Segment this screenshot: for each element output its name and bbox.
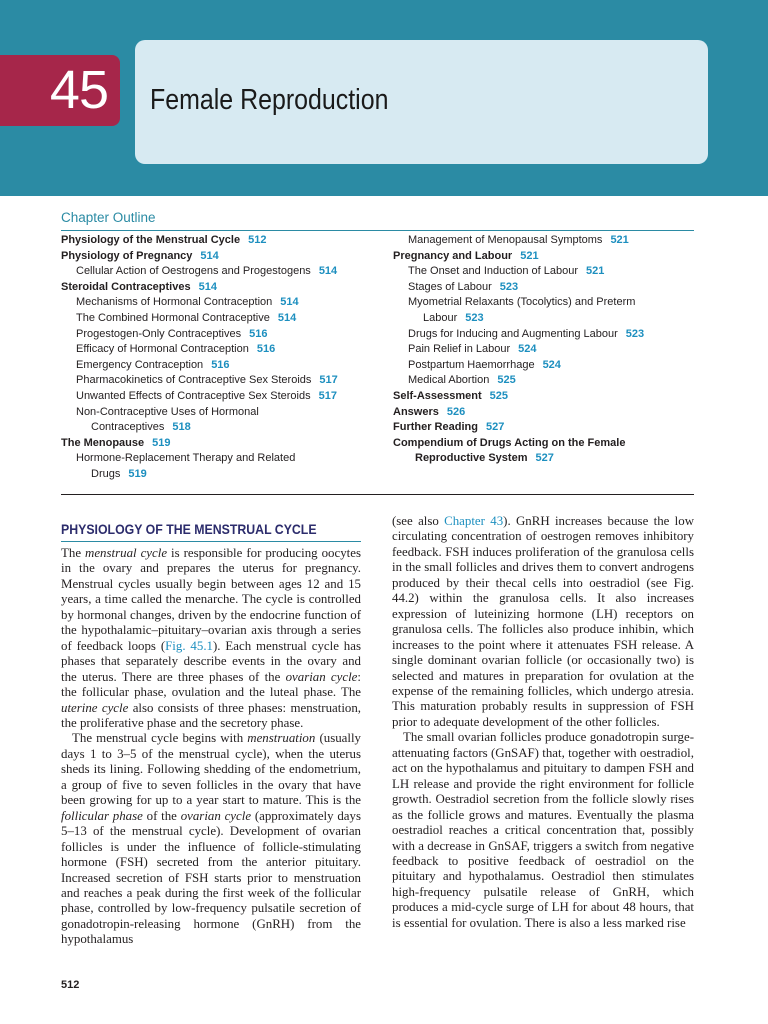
outline-entry-page: 519 — [152, 436, 171, 449]
outline-entry-title: Stages of Labour — [408, 280, 492, 293]
italic-term: uterine cycle — [61, 700, 129, 715]
outline-entry[interactable] — [393, 264, 698, 280]
italic-term: menstrual cycle — [85, 546, 168, 560]
outline-entry-title: Drugs — [91, 467, 121, 480]
outline-entry-page: 516 — [211, 358, 230, 371]
outline-entry-title: Compendium of Drugs Acting on the Female — [393, 436, 626, 449]
outline-entry-page: 521 — [610, 234, 629, 246]
outline-entry[interactable] — [393, 233, 698, 249]
outline-entry[interactable] — [61, 405, 386, 421]
page-number: 512 — [61, 979, 80, 991]
cross-reference-link[interactable]: Fig. 45.1 — [165, 638, 213, 653]
italic-term: ovarian cycle — [285, 669, 358, 684]
outline-entry-title: Non-Contraceptive Uses of Hormonal — [76, 405, 259, 418]
outline-entry[interactable] — [393, 389, 698, 405]
outline-entry[interactable] — [61, 311, 386, 327]
outline-entry-title: Answers — [393, 405, 439, 418]
outline-entry-page: 527 — [485, 421, 505, 434]
outline-entry[interactable] — [61, 233, 386, 249]
outline-entry-page: 523 — [465, 311, 484, 324]
outline-entry-title: Emergency Contraception — [76, 358, 204, 371]
outline-entry[interactable] — [393, 327, 698, 343]
outline-entry-title: Pregnancy and Labour — [393, 249, 513, 262]
outline-entry[interactable] — [61, 264, 386, 280]
body-column-right — [392, 514, 694, 931]
italic-term: follicular phase — [61, 808, 143, 823]
text-run: (usually days 1 to 3–5 of the menstrual cycle), when the uterus sheds its lining. Following shedding of the endometrium, a group of five to seven follicles in the ovary that have been growing for up to a year start to mature. This is the — [61, 731, 361, 808]
italic-term: menstruation — [247, 731, 316, 746]
section-heading: PHYSIOLOGY OF THE MENSTRUAL CYCLE — [61, 521, 317, 537]
outline-entry-title: Physiology of Pregnancy — [61, 249, 193, 262]
outline-entry-title: Pharmacokinetics of Contraceptive Sex Steroids — [76, 374, 312, 387]
body-paragraph — [392, 730, 694, 931]
outline-entry-page: 512 — [248, 234, 267, 246]
outline-entry-page: 521 — [586, 265, 605, 278]
outline-entry-page: 525 — [497, 374, 516, 387]
outline-entry-page: 521 — [520, 249, 539, 262]
outline-entry-title: The Onset and Induction of Labour — [408, 265, 579, 278]
outline-entry-title: Hormone-Replacement Therapy and Related — [76, 452, 296, 465]
text-run: ). Each menstrual cycle has phases that separately describe events in the ovary and the uterus. There are three phases of the — [61, 638, 361, 684]
body-paragraph — [61, 731, 361, 947]
outline-entry[interactable] — [393, 280, 698, 296]
outline-entry-page: 517 — [319, 374, 338, 387]
outline-entry-page: 519 — [128, 467, 147, 480]
outline-divider — [61, 230, 694, 231]
outline-entry[interactable] — [393, 249, 698, 265]
outline-entry[interactable] — [61, 358, 386, 374]
chapter-number-badge — [0, 55, 120, 126]
chapter-number: 45 — [49, 60, 108, 120]
outline-entry[interactable] — [393, 405, 698, 421]
text-run: The — [61, 546, 86, 560]
outline-right-column — [393, 233, 698, 467]
text-run: The small ovarian follicles produce gonadotropin surge-attenuating factors (GnSAF) that, together with oestradiol, act on the hypothalamus and pituitary to dampen FSH and LH release and provide the right environment for follicle growth. Oestradiol secretion from the follicle slowly rises as the follicle grows and matures. Eventually the plasma oestradiol reaches a critical concentration that, possibly with a decrease in GnSAF, triggers a switch from negative feedback to positive feedback of oestradiol on the pituitary and hypothalamus. Oestradiol then stimulates high-frequency pulsatile release of GnRH, which produces a mid-cycle surge of LH for about 48 hours, that is essential for ovulation. There is also a less marked rise — [392, 730, 694, 930]
text-run: of the — [142, 808, 181, 823]
chapter-title: Female Reproduction — [150, 84, 389, 116]
outline-entry[interactable] — [393, 342, 698, 358]
text-run: ). GnRH increases because the low circulating concentration of oestrogen removes inhibitory feedback. FSH induces proliferation of the granulosa cells in the small follicles and drives them to convert androgens produced by their thecal cells into oestradiol (see Fig. 44.2) within the granulosa cells. It also increases expression of luteinizing hormone (LH) receptors on granulosa cells. The follicles also produce inhibin, which increases to the point where it attenuates FSH release. A single dominant ovarian follicle (or occasionally two) is selected and matures in preparation for ovulation at the expense of the remaining follicles, which undergo atresia. This maturation probably results in suppression of FSH prior to adequate development of the other follicles. — [392, 514, 695, 729]
outline-entry[interactable] — [393, 420, 698, 436]
text-run: : the follicular phase, ovulation and the luteal phase. The — [61, 669, 361, 700]
outline-entry-title: Labour — [423, 311, 458, 324]
outline-entry-title: Management of Menopausal Symptoms — [408, 234, 603, 246]
outline-left-column — [61, 233, 386, 483]
outline-entry-page: 524 — [518, 343, 537, 356]
outline-entry-title: Contraceptives — [91, 421, 165, 434]
outline-entry-title: Unwanted Effects of Contraceptive Sex Steroids — [76, 389, 311, 402]
outline-entry[interactable] — [61, 249, 386, 265]
outline-entry-title: Postpartum Haemorrhage — [408, 358, 535, 371]
outline-entry[interactable] — [61, 327, 386, 343]
outline-entry-page: 516 — [249, 327, 268, 340]
text-run: (see also — [392, 514, 445, 528]
outline-entry-title: Myometrial Relaxants (Tocolytics) and Preterm — [408, 296, 636, 309]
outline-entry-page: 526 — [446, 405, 466, 418]
cross-reference-link[interactable]: Chapter 43 — [444, 514, 504, 528]
outline-entry[interactable] — [61, 295, 386, 311]
outline-entry-title: The Combined Hormonal Contraceptive — [76, 311, 270, 324]
body-column-left — [61, 546, 361, 948]
outline-entry-title: The Menopause — [61, 436, 145, 449]
outline-entry-title: Mechanisms of Hormonal Contraception — [76, 296, 273, 309]
text-run: is responsible for producing oocytes in the ovary and prepares the uterus for pregnancy. Menstrual cycles usually begin between ages 12 and 15 years, a time called the menarche. The cycle is controlled by hormonal changes, driven by the endocrine function of the hypothalamic–pituitary–ovarian axis through a series of feedback loops ( — [61, 546, 361, 653]
outline-entry-page: 514 — [198, 280, 217, 293]
outline-entry[interactable] — [61, 342, 386, 358]
body-paragraph — [392, 514, 694, 730]
outline-entry[interactable] — [393, 436, 698, 452]
outline-entry-page: 514 — [277, 311, 297, 324]
outline-entry-page: 518 — [172, 421, 191, 434]
outline-entry[interactable] — [393, 295, 698, 311]
outline-entry[interactable] — [61, 280, 386, 296]
outline-entry-page: 516 — [256, 343, 276, 356]
outline-entry-page: 527 — [535, 452, 554, 465]
outline-entry-title: Physiology of the Menstrual Cycle — [61, 234, 241, 246]
outline-entry-title: Drugs for Inducing and Augmenting Labour — [408, 327, 618, 340]
outline-entry-page: 523 — [499, 280, 519, 293]
outline-entry[interactable] — [393, 311, 698, 327]
outline-entry-page: 525 — [489, 389, 509, 402]
outline-entry-page: 514 — [318, 265, 338, 278]
outline-entry-title: Efficacy of Hormonal Contraception — [76, 343, 249, 356]
outline-entry-title: Cellular Action of Oestrogens and Progestogens — [76, 265, 311, 278]
outline-entry-title: Pain Relief in Labour — [408, 343, 511, 356]
outline-entry-title: Further Reading — [393, 421, 478, 434]
body-paragraph — [61, 546, 361, 731]
section-heading-rule — [61, 541, 361, 542]
outline-entry-page: 514 — [200, 249, 219, 262]
outline-entry[interactable] — [393, 358, 698, 374]
outline-entry[interactable] — [61, 420, 386, 436]
outline-entry[interactable] — [61, 451, 386, 467]
outline-entry-title: Progestogen-Only Contraceptives — [76, 327, 242, 340]
outline-entry[interactable] — [61, 373, 386, 389]
outline-entry-page: 517 — [318, 389, 337, 402]
outline-entry-page: 524 — [542, 358, 561, 371]
text-run: (approximately days 5–13 of the menstrual cycle). Development of ovarian follicles is under the influence of follicle-stimulating hormone (FSH) secreted from the anterior pituitary. Increased secretion of FSH starts prior to menstruation and reaches a peak during the first week of the follicular phase, controlled by low-frequency pulsatile secretion of gonadotropin-releasing hormone (GnRH) from the hypothalamus — [61, 808, 361, 947]
outline-entry-page: 514 — [280, 296, 299, 309]
outline-heading: Chapter Outline — [61, 210, 156, 225]
outline-entry[interactable] — [61, 436, 386, 452]
outline-entry-title: Self-Assessment — [393, 389, 482, 402]
italic-term: ovarian cycle — [180, 808, 252, 823]
outline-bottom-divider — [61, 494, 694, 495]
outline-entry[interactable] — [393, 373, 698, 389]
outline-entry[interactable] — [393, 451, 698, 467]
outline-entry[interactable] — [61, 467, 386, 483]
outline-entry-title: Medical Abortion — [408, 374, 490, 387]
text-run: The menstrual cycle begins with — [72, 731, 248, 746]
outline-entry-title: Reproductive System — [415, 452, 528, 465]
outline-entry[interactable] — [61, 389, 386, 405]
outline-entry-title: Steroidal Contraceptives — [61, 280, 191, 293]
text-run: also consists of three phases: menstruation, the proliferative phase and the secretory phase. — [61, 700, 362, 730]
outline-entry-page: 523 — [625, 327, 645, 340]
